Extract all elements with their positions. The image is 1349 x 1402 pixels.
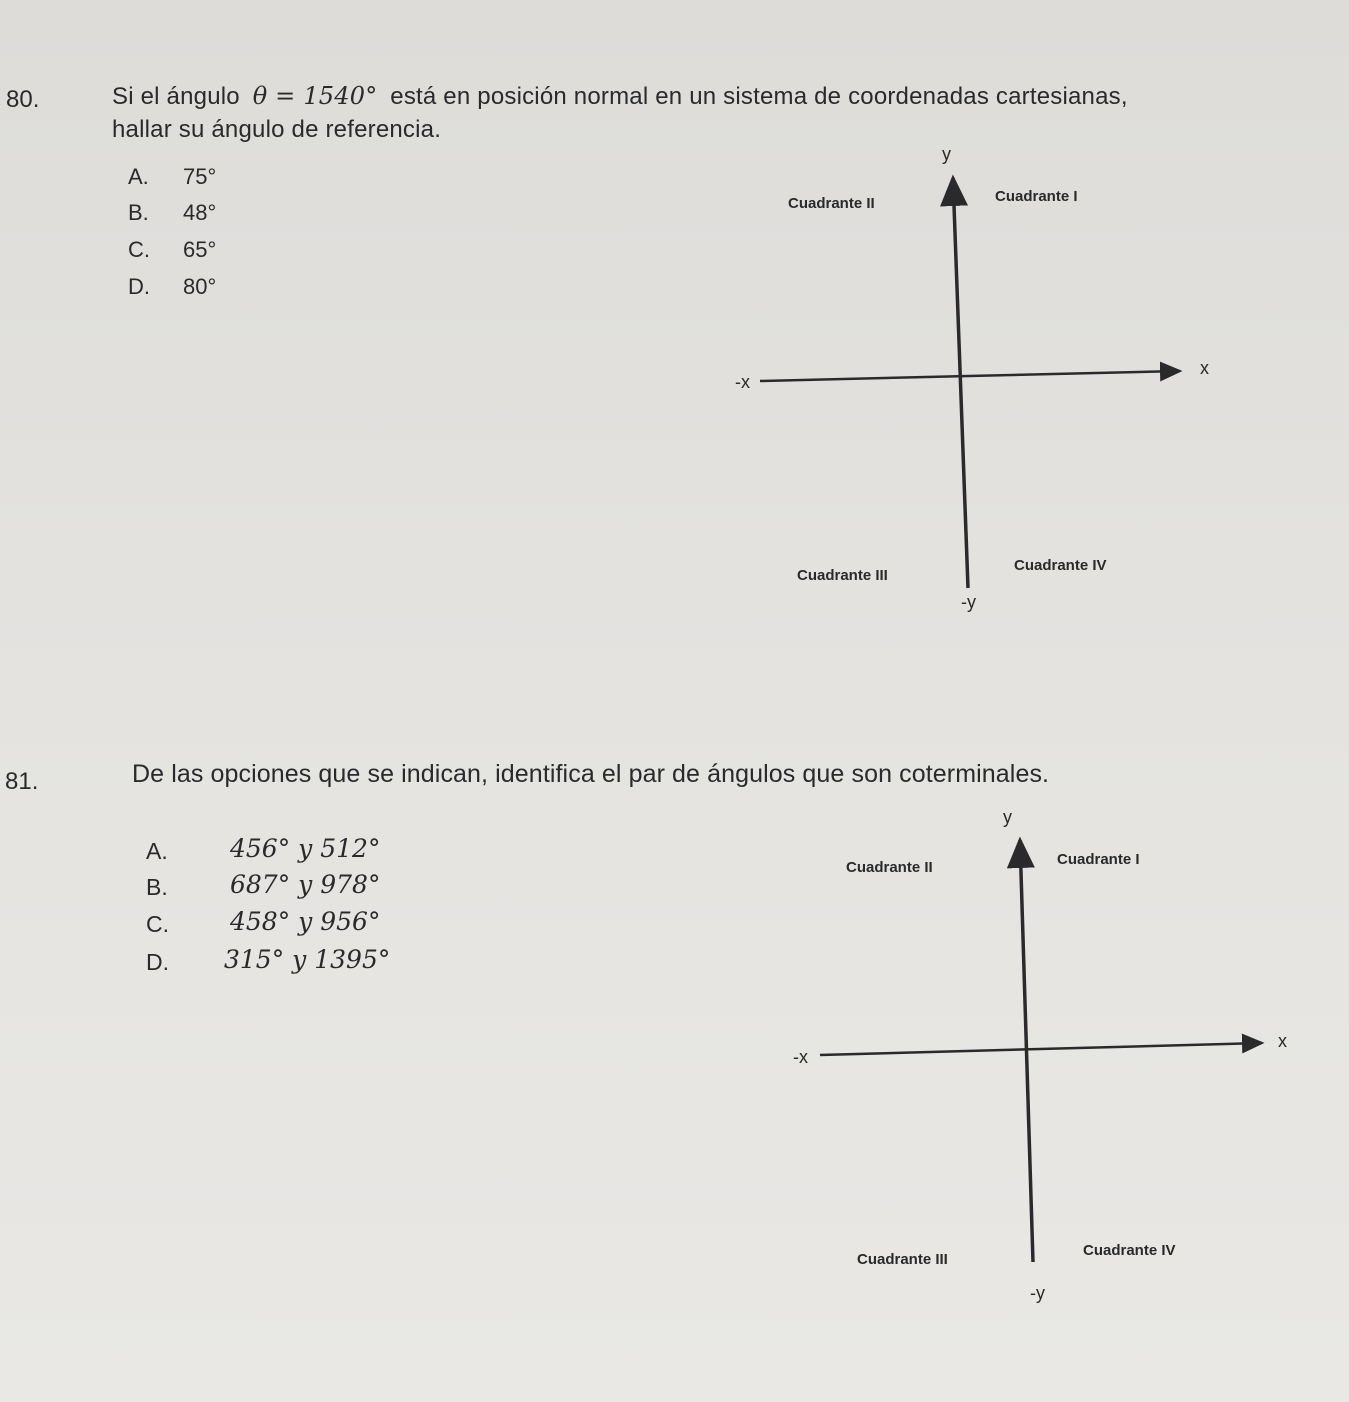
question-80-y-axis: [953, 178, 968, 588]
question-80-quadrant-2: Cuadrante II: [788, 195, 875, 212]
question-81-option-c[interactable]: [146, 907, 381, 938]
option-value: 687° y 978°: [230, 870, 381, 899]
question-81-option-a[interactable]: [146, 834, 381, 865]
option-letter: A.: [128, 164, 149, 189]
question-81-y-axis: [1020, 840, 1033, 1262]
question-80-number: 80.: [6, 86, 40, 113]
option-value: 65°: [183, 237, 217, 262]
option-letter: B.: [128, 200, 149, 225]
question-80-option-a[interactable]: [128, 164, 217, 190]
question-81-x-axis: [820, 1043, 1262, 1055]
question-80-option-c[interactable]: [128, 237, 217, 263]
option-letter: C.: [146, 911, 169, 937]
question-81-neg-x-label: -x: [793, 1047, 808, 1067]
option-letter: D.: [146, 949, 169, 975]
question-80-quadrant-4: Cuadrante IV: [1014, 557, 1107, 574]
question-80-quadrant-3: Cuadrante III: [797, 567, 888, 584]
question-80-neg-y-label: -y: [961, 592, 976, 612]
question-80-y-label: y: [942, 144, 951, 164]
question-81-quadrant-2: Cuadrante II: [846, 859, 933, 876]
question-81-y-label: y: [1003, 807, 1012, 827]
question-80-math: θ = 1540°: [252, 82, 378, 110]
option-letter: C.: [128, 237, 150, 262]
question-81-quadrant-3: Cuadrante III: [857, 1251, 948, 1268]
question-80-neg-x-label: -x: [735, 372, 750, 392]
question-80-text-after: está en posición normal en un sistema de coordenadas cartesianas,: [390, 83, 1128, 110]
option-value: 456° y 512°: [230, 834, 381, 863]
question-80-x-label: x: [1200, 358, 1209, 378]
option-letter: B.: [146, 874, 168, 900]
question-80-prompt: [112, 82, 1128, 111]
question-81-quadrant-1: Cuadrante I: [1057, 851, 1140, 868]
option-value: 48°: [183, 200, 217, 225]
question-81-option-d[interactable]: [146, 945, 391, 976]
question-81-quadrant-4: Cuadrante IV: [1083, 1242, 1176, 1259]
question-80-quadrant-1: Cuadrante I: [995, 188, 1078, 205]
question-80-option-d[interactable]: [128, 274, 217, 300]
option-value: 315° y 1395°: [224, 945, 391, 974]
question-81-option-b[interactable]: [146, 870, 381, 901]
option-letter: A.: [146, 838, 168, 864]
question-81-x-label: x: [1278, 1031, 1287, 1051]
question-81-neg-y-label: -y: [1030, 1283, 1045, 1303]
option-value: 458° y 956°: [230, 907, 381, 936]
question-81-number: 81.: [5, 768, 39, 795]
option-value: 80°: [183, 274, 217, 299]
question-81-prompt: De las opciones que se indican, identifica el par de ángulos que son coterminales.: [132, 760, 1050, 788]
option-letter: D.: [128, 274, 150, 299]
option-value: 75°: [183, 164, 217, 189]
question-80-x-axis: [760, 371, 1180, 381]
question-80-option-b[interactable]: [128, 200, 217, 226]
question-80-text-before: Si el ángulo: [112, 83, 240, 110]
question-80-prompt-line2: hallar su ángulo de referencia.: [112, 116, 442, 143]
